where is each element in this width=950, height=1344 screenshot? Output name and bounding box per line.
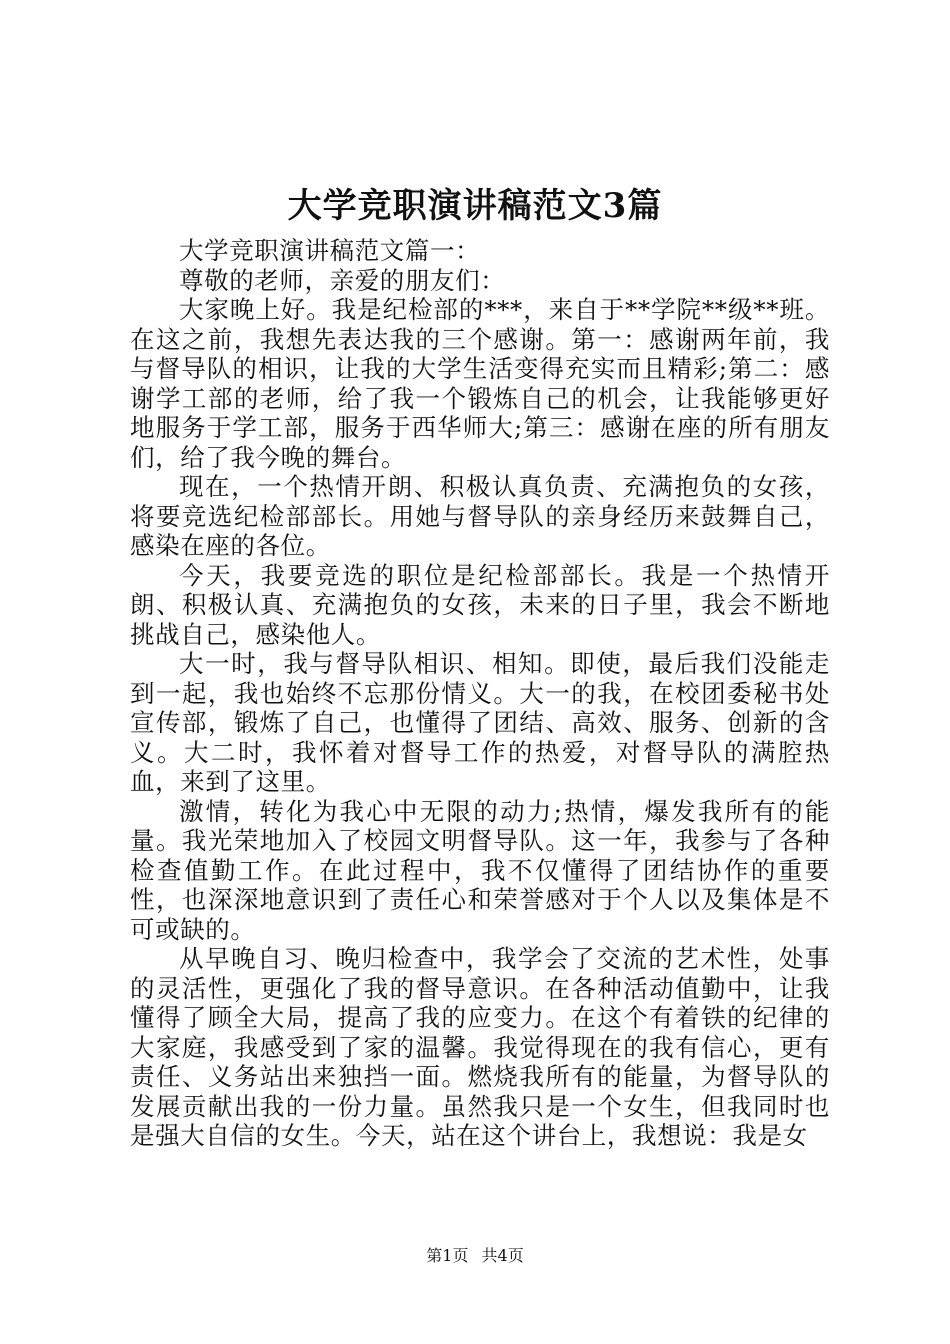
salutation: 尊敬的老师，亲爱的朋友们： xyxy=(179,265,506,295)
body-paragraph: 激情，转化为我心中无限的动力;热情，爆发我所有的能量。我光荣地加入了校园文明督导队。这一年，我参与了各种检查值勤工作。在此过程中，我不仅懂得了团结协作的重要性，也深深地意识到了责任心和荣誉感对于个人以及集体是不可或缺的。 xyxy=(130,796,830,944)
body-paragraph: 大一时，我与督导队相识、相知。即使，最后我们没能走到一起，我也始终不忘那份情义。大一的我，在校团委秘书处宣传部，锻炼了自己，也懂得了团结、高效、服务、创新的含义。大二时，我怀着对督导工作的热爱，对督导队的满腔热血，来到了这里。 xyxy=(130,649,830,796)
page-number: 第1页 xyxy=(426,1246,469,1265)
section-heading: 大学竞职演讲稿范文篇一： xyxy=(179,236,481,265)
body-paragraph: 大家晚上好。我是纪检部的***，来自于**学院**级**班。在这之前，我想先表达我的三个感谢。第一：感谢两年前，我与督导队的相识，让我的大学生活变得充实而且精彩;第二：感谢学工部的老师，给了我一个锻炼自己的机会，让我能够更好地服务于学工部，服务于西华师大;第三：感谢在座的所有朋友们，给了我今晚的舞台。 xyxy=(130,295,830,472)
document-body xyxy=(130,236,830,1151)
document-title: 大学竞职演讲稿范文3篇 xyxy=(287,186,663,226)
body-paragraph: 从早晚自习、晚归检查中，我学会了交流的艺术性，处事的灵活性，更强化了我的督导意识。在各种活动值勤中，让我懂得了顾全大局，提高了我的应变力。在这个有着铁的纪律的大家庭，我感受到了家的温馨。我觉得现在的我有信心，更有责任、义务站出来独挡一面。燃烧我所有的能量，为督导队的发展贡献出我的一份力量。虽然我只是一个女生，但我同时也是强大自信的女生。今天，站在这个讲台上，我想说：我是女 xyxy=(130,944,830,1150)
page-footer xyxy=(0,1245,950,1267)
page-total: 共4页 xyxy=(481,1246,524,1265)
body-paragraph: 现在，一个热情开朗、积极认真负责、充满抱负的女孩，将要竞选纪检部部长。用她与督导队的亲身经历来鼓舞自己，感染在座的各位。 xyxy=(130,472,830,560)
body-paragraph: 今天，我要竞选的职位是纪检部部长。我是一个热情开朗、积极认真、充满抱负的女孩，未来的日子里，我会不断地挑战自己，感染他人。 xyxy=(130,560,830,649)
